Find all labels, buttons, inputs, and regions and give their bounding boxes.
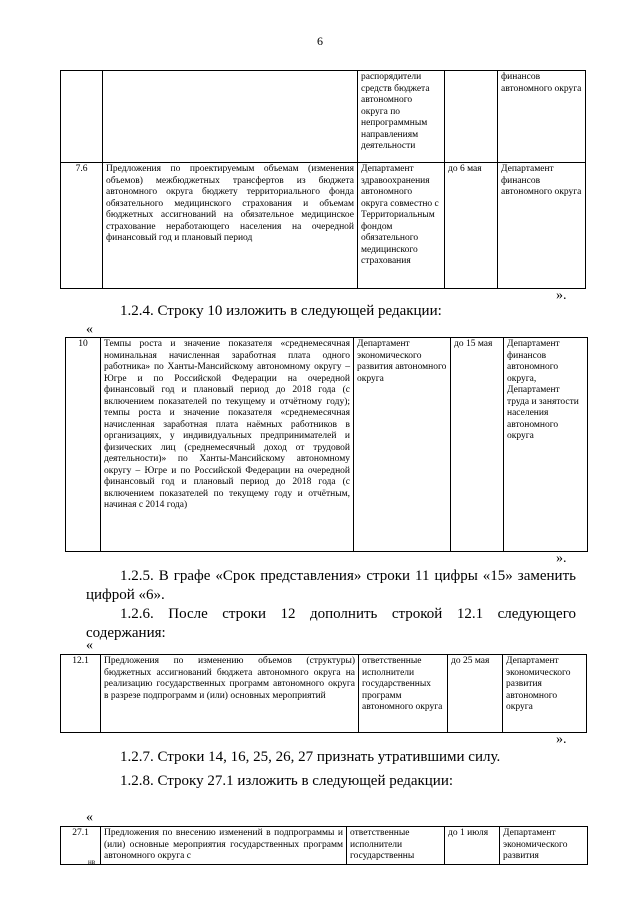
- table-row-12-1: [60, 654, 587, 733]
- para-1-2-4: 1.2.4. Строку 10 изложить в следующей редакции:: [120, 303, 442, 319]
- open-quote-1: «: [86, 322, 93, 337]
- table-row-10: [65, 337, 588, 552]
- cell-term: до 1 июля: [445, 827, 500, 865]
- table-row: [61, 163, 586, 289]
- close-quote-1: ».: [556, 288, 567, 303]
- cell-executor: ответственные исполнители государственных программ автономного округа: [359, 655, 448, 733]
- cell-term: до 15 мая: [451, 338, 504, 552]
- cell-term: до 25 мая: [448, 655, 503, 733]
- cell-num: 7.6: [61, 163, 103, 289]
- close-quote-3: ».: [556, 732, 567, 747]
- cell-recipient: Департамент финансов автономного округа: [498, 163, 586, 289]
- cell-executor: Департамент здравоохранения автономного округа совместно с Территориальным фондом обязательного медицинского страхования: [358, 163, 445, 289]
- table-row-27-1: [60, 826, 588, 865]
- footer-mark: нв: [88, 858, 96, 866]
- cell-executor: распорядители средств бюджета автономного округа по непрограммным направлениям деятельности: [358, 71, 445, 163]
- cell-name: Предложения по изменению объемов (структуры) бюджетных ассигнований бюджета автономного округа на реализацию государственных программ автономного округа в разрезе подпрограмм и (или) основных мероприятий: [101, 655, 359, 733]
- cell-recipient: финансов автономного округа: [498, 71, 586, 163]
- cell-name: Предложения по проектируемым объемам (изменения объемов) межбюджетных трансфертов из бюджета автономного округа бюджету территориального фонда обязательного медицинского страхования и объемам бюджетных ассигнований на обязательное медицинское страхование неработающего населения на очередной финансовый год и плановый период: [103, 163, 358, 289]
- para-1-2-5: 1.2.5. В графе «Срок представления» строки 11 цифры «15» заменить цифрой «6».: [86, 568, 576, 603]
- para-1-2-7: 1.2.7. Строки 14, 16, 25, 26, 27 признать утратившими силу.: [120, 749, 501, 765]
- open-quote-2: «: [86, 638, 93, 653]
- page-number: 6: [317, 34, 323, 48]
- cell-num: 12.1: [61, 655, 101, 733]
- cell-term: [445, 71, 498, 163]
- open-quote-3: «: [86, 810, 93, 825]
- cell-num: [61, 71, 103, 163]
- cell-term: до 6 мая: [445, 163, 498, 289]
- table-row: [66, 338, 588, 552]
- table-row: [61, 71, 586, 163]
- cell-name: Темпы роста и значение показателя «среднемесячная номинальная начисленная заработная плата одного работника» по Ханты-Мансийскому автономному округу – Югре и по Российской Федерации на очередной финансовый год и плановый период до 2018 года (с включением показателей по текущему и отчётному году); темпы роста и значение показателя «среднемесячная начисленная заработная плата наёмных работников в организациях, у индивидуальных предпринимателей и физических лиц (среднемесячный доход от трудовой деятельности)» по Ханты-Мансийскому автономному округу – Югре и по Российской Федерации на очередной финансовый год и плановый период до 2018 года (с включением показателей по текущему году и отчётным, начиная с 2014 года): [101, 338, 354, 552]
- cell-name: Предложения по внесению изменений в подпрограммы и (или) основные мероприятия государственных программ автономного округа с: [101, 827, 347, 865]
- close-quote-2: ».: [556, 551, 567, 566]
- cell-recipient: Департамент экономического развития: [500, 827, 588, 865]
- cell-num: 27.1: [61, 827, 101, 865]
- table-row: [61, 655, 587, 733]
- para-1-2-8: 1.2.8. Строку 27.1 изложить в следующей редакции:: [120, 773, 454, 789]
- cell-recipient: Департамент экономического развития автономного округа: [503, 655, 587, 733]
- para-1-2-6: 1.2.6. После строки 12 дополнить строкой 12.1 следующего содержания:: [86, 606, 576, 641]
- table-row: [61, 827, 588, 865]
- cell-executor: ответственные исполнители государственны: [347, 827, 445, 865]
- table-top: [60, 70, 586, 289]
- cell-executor: Департамент экономического развития автономного округа: [354, 338, 451, 552]
- cell-name: [103, 71, 358, 163]
- cell-recipient: Департамент финансов автономного округа, Департамент труда и занятости населения автономного округа: [504, 338, 588, 552]
- cell-num: 10: [66, 338, 101, 552]
